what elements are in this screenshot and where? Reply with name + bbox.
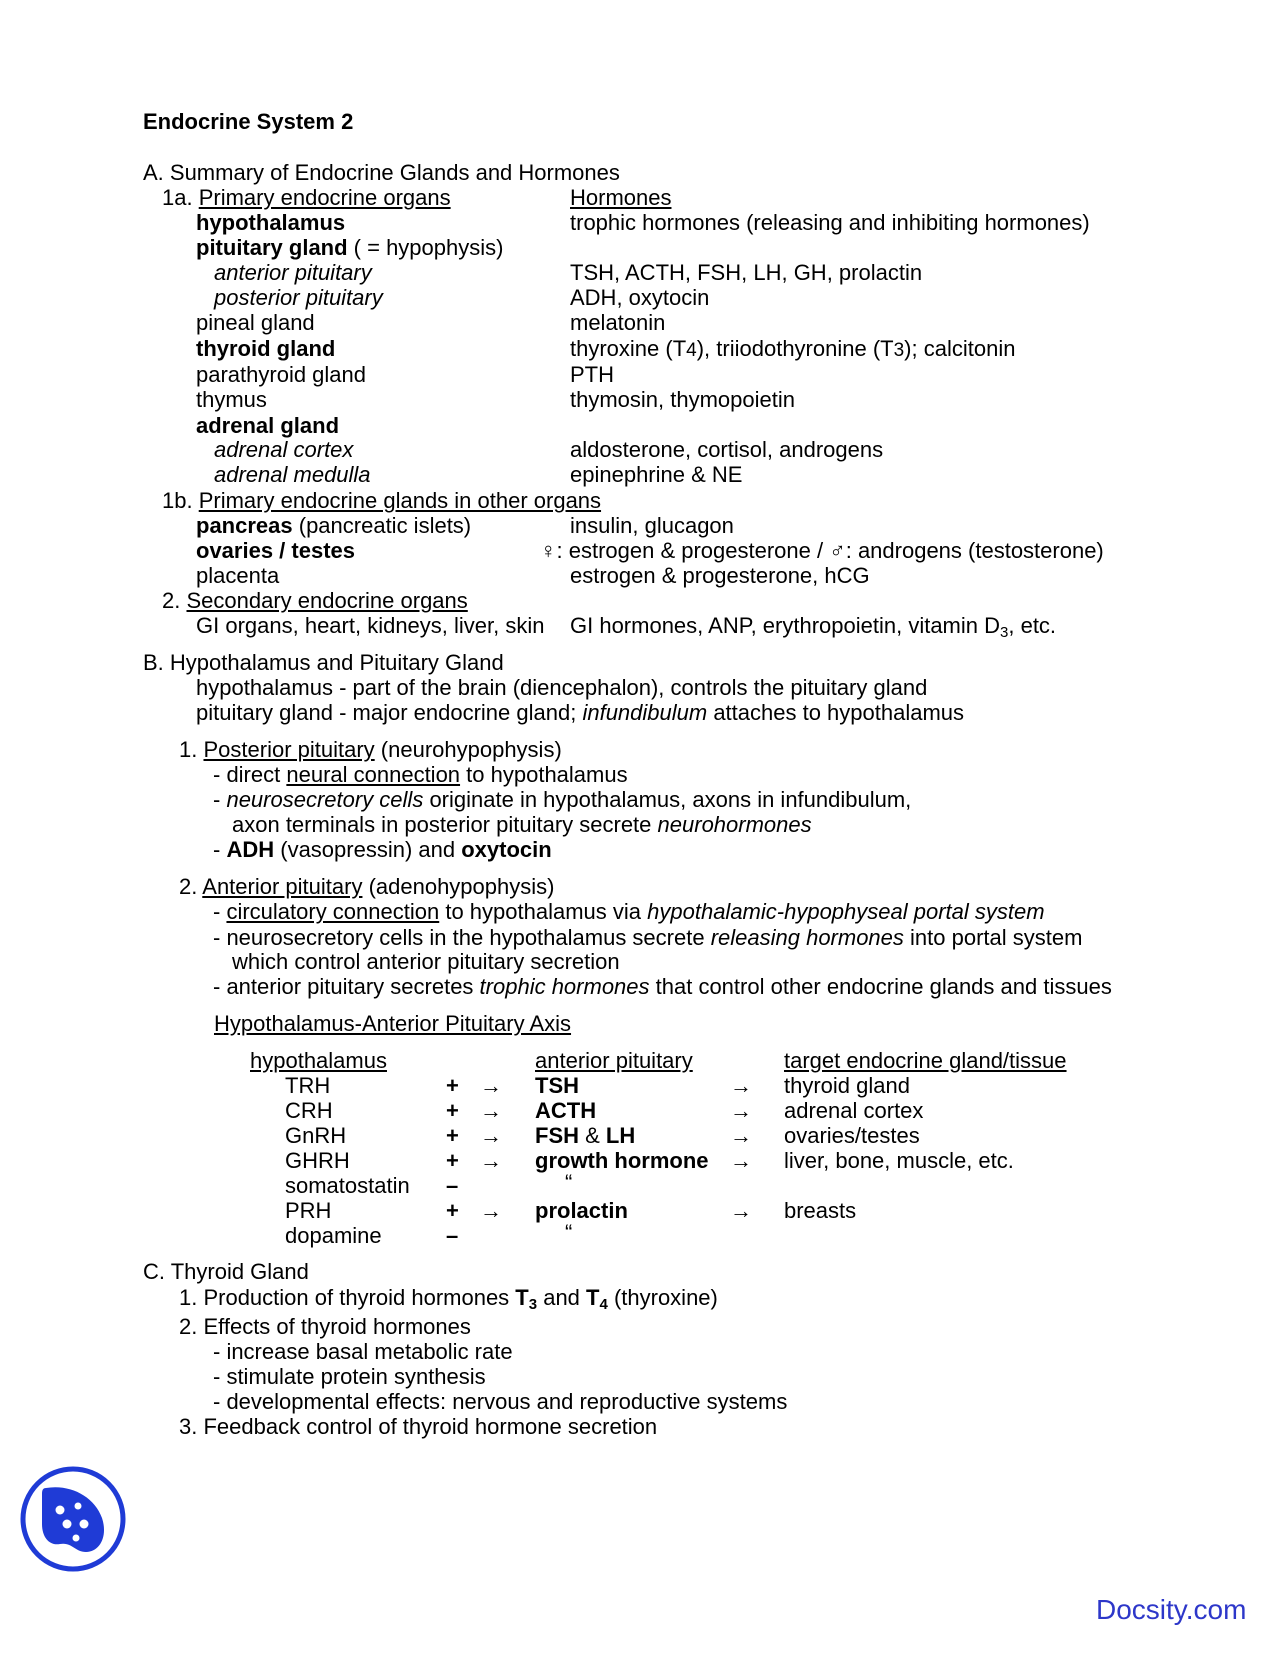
axis-title: Hypothalamus-Anterior Pituitary Axis	[214, 1011, 572, 1036]
axis-arrow: →	[730, 1198, 752, 1223]
p2-bullet-2-cont: which control anterior pituitary secretion	[232, 949, 620, 974]
p1-b4-m: (vasopressin) and	[274, 837, 462, 862]
thyroid-h-s1: 4	[686, 340, 697, 361]
organ-thyroid: thyroid gland	[196, 336, 336, 361]
axis-arrow: →	[730, 1073, 752, 1098]
axis-hyp: somatostatin	[285, 1173, 410, 1198]
hormones-ovaries-testes: ♀: estrogen & progesterone / ♂: androgens (testosterone)	[540, 538, 1104, 563]
p2-extra: (adenohypophysis)	[362, 874, 555, 899]
c-bullet: - stimulate protein synthesis	[213, 1364, 486, 1389]
p2-num: 2.	[179, 874, 198, 899]
axis-target: ovaries/testes	[784, 1123, 920, 1148]
axis-header-target: target endocrine gland/tissue	[784, 1048, 1067, 1073]
hormones-placenta: estrogen & progesterone, hCG	[570, 563, 870, 588]
p1-b1-a: - direct	[213, 762, 287, 787]
b-line2-i: infundibulum	[582, 700, 708, 725]
axis-ant-fsh: FSH	[535, 1123, 579, 1148]
p1-b2-b: originate in hypothalamus, axons in infundibulum,	[423, 787, 912, 812]
sub-1b-label: Primary endocrine glands in other organs	[198, 488, 602, 513]
axis-sign: +	[446, 1073, 459, 1098]
axis-ant-lh: LH	[605, 1123, 636, 1148]
p1-b1-u: neural connection	[286, 762, 461, 787]
organ-parathyroid: parathyroid gland	[196, 362, 367, 387]
axis-hyp: GHRH	[285, 1148, 350, 1173]
section-a-heading: A. Summary of Endocrine Glands and Hormones	[143, 160, 620, 185]
p2-b1-b: to hypothalamus via	[439, 899, 648, 924]
organ-adrenal-medulla: adrenal medulla	[214, 462, 371, 487]
hormones-thyroid	[570, 336, 1015, 364]
p1-b3-i: neurohormones	[657, 812, 812, 837]
axis-ditto: “	[565, 1170, 573, 1195]
c-bullet: - increase basal metabolic rate	[213, 1339, 513, 1364]
p1-b4-oxytocin: oxytocin	[461, 837, 552, 862]
thyroid-h-a: thyroxine (T	[570, 336, 687, 361]
p1-b4-a: -	[213, 837, 227, 862]
axis-arrow: →	[480, 1198, 502, 1223]
thyroid-h-c: ); calcitonin	[904, 336, 1016, 361]
p1-num: 1.	[179, 737, 198, 762]
p1-b2-a: -	[213, 787, 227, 812]
axis-sign: +	[446, 1123, 459, 1148]
c-i1-b: (thyroxine)	[607, 1285, 718, 1310]
axis-arrow: →	[480, 1148, 502, 1173]
axis-hyp: CRH	[285, 1098, 333, 1123]
secondary-h-a: GI hormones, ANP, erythropoietin, vitamin D	[570, 613, 1001, 638]
hormones-anterior-pituitary: TSH, ACTH, FSH, LH, GH, prolactin	[570, 260, 923, 285]
organ-adrenal-cortex: adrenal cortex	[214, 437, 354, 462]
axis-hyp: PRH	[285, 1198, 332, 1223]
axis-ditto: “	[565, 1220, 573, 1245]
axis-sign: –	[446, 1223, 459, 1248]
axis-ant-amp: &	[579, 1123, 606, 1148]
p2-b1-i: hypothalamic-hypophyseal portal system	[647, 899, 1045, 924]
organ-posterior-pituitary: posterior pituitary	[214, 285, 383, 310]
p1-bullet-3	[213, 837, 552, 863]
axis-header-anterior: anterior pituitary	[535, 1048, 693, 1073]
axis-target: breasts	[784, 1198, 857, 1223]
p1-b3-a: axon terminals in posterior pituitary secrete	[232, 812, 658, 837]
organ-placenta: placenta	[196, 563, 280, 588]
organ-secondary: GI organs, heart, kidneys, liver, skin	[196, 613, 545, 638]
organ-pancreas	[196, 513, 471, 539]
axis-hyp: GnRH	[285, 1123, 347, 1148]
sub-1b-num: 1b.	[162, 488, 193, 513]
organ-adrenal: adrenal gland	[196, 413, 340, 438]
sub-1a-num: 1a.	[162, 185, 193, 210]
page-title: Endocrine System 2	[143, 109, 354, 134]
organ-pituitary-extra: ( = hypophysis)	[347, 235, 504, 260]
p2-b1-u: circulatory connection	[226, 899, 440, 924]
c-bullet: - developmental effects: nervous and reproductive systems	[213, 1389, 788, 1414]
axis-target: thyroid gland	[784, 1073, 910, 1098]
p1-b1-b: to hypothalamus	[460, 762, 628, 787]
axis-ant: ACTH	[535, 1098, 597, 1123]
sub-2-num: 2.	[162, 588, 181, 613]
p2-bullet-3	[213, 974, 1112, 1000]
axis-sign: +	[446, 1198, 459, 1223]
hormones-pancreas: insulin, glucagon	[570, 513, 734, 538]
hormones-adrenal-medulla: epinephrine & NE	[570, 462, 743, 487]
axis-ant: TSH	[535, 1073, 579, 1098]
axis-header-hypothalamus: hypothalamus	[250, 1048, 387, 1073]
c-i1-and: and	[537, 1285, 587, 1310]
organ-pituitary-name: pituitary gland	[196, 235, 348, 260]
secondary-h-b: , etc.	[1008, 613, 1057, 638]
axis-sign: –	[446, 1173, 459, 1198]
organ-pancreas-name: pancreas	[196, 513, 293, 538]
axis-target: liver, bone, muscle, etc.	[784, 1148, 1014, 1173]
axis-ant: growth hormone	[535, 1148, 709, 1173]
anterior-pituitary-heading	[179, 874, 554, 900]
docsity-logo-icon	[20, 1466, 126, 1578]
posterior-pituitary-heading	[179, 737, 562, 763]
organ-thymus: thymus	[196, 387, 267, 412]
c-i1-sub3: 3	[528, 1296, 538, 1313]
p2-b1-a: -	[213, 899, 227, 924]
hormones-adrenal-cortex: aldosterone, cortisol, androgens	[570, 437, 884, 462]
p1-extra: (neurohypophysis)	[374, 737, 562, 762]
axis-arrow: →	[480, 1073, 502, 1098]
axis-arrow: →	[480, 1098, 502, 1123]
sub-1a	[162, 185, 451, 211]
sub-2	[162, 588, 468, 614]
axis-ant: prolactin	[535, 1198, 628, 1223]
organ-ovaries-testes: ovaries / testes	[196, 538, 355, 563]
sub-1a-label: Primary endocrine organs	[198, 185, 451, 210]
thyroid-h-b: ), triiodothyronine (T	[696, 336, 894, 361]
p2-b2-a: - neurosecretory cells in the hypothalamus secrete	[213, 925, 711, 950]
sub-1b	[162, 488, 601, 514]
p2-b4-a: - anterior pituitary secretes	[213, 974, 480, 999]
section-c-heading: C. Thyroid Gland	[143, 1259, 309, 1284]
p1-b4-adh: ADH	[226, 837, 275, 862]
b-line2-a: pituitary gland - major endocrine gland;	[196, 700, 583, 725]
hormones-pineal: melatonin	[570, 310, 666, 335]
hormones-header: Hormones	[570, 185, 672, 210]
docsity-brand-link[interactable]: Docsity.com	[1096, 1594, 1247, 1625]
p1-bullet-2-cont	[232, 812, 812, 838]
axis-hyp: dopamine	[285, 1223, 382, 1248]
c-item-1	[179, 1285, 718, 1311]
p2-b2-i: releasing hormones	[710, 925, 904, 950]
p2-b2-b: into portal system	[903, 925, 1083, 950]
c-item-3: 3. Feedback control of thyroid hormone secretion	[179, 1414, 658, 1439]
hormones-hypothalamus: trophic hormones (releasing and inhibiting hormones)	[570, 210, 1090, 235]
p2-b4-i: trophic hormones	[479, 974, 650, 999]
axis-arrow: →	[730, 1148, 752, 1173]
organ-pineal: pineal gland	[196, 310, 315, 335]
axis-target: adrenal cortex	[784, 1098, 924, 1123]
c-item-2: 2. Effects of thyroid hormones	[179, 1314, 471, 1339]
p2-b4-b: that control other endocrine glands and tissues	[649, 974, 1112, 999]
c-i1-t4: T	[586, 1285, 600, 1310]
organ-pituitary	[196, 235, 503, 261]
section-b-line1: hypothalamus - part of the brain (diencephalon), controls the pituitary gland	[196, 675, 928, 700]
axis-arrow: →	[730, 1098, 752, 1123]
organ-anterior-pituitary: anterior pituitary	[214, 260, 372, 285]
axis-sign: +	[446, 1148, 459, 1173]
b-line2-b: attaches to hypothalamus	[707, 700, 965, 725]
organ-pancreas-extra: (pancreatic islets)	[292, 513, 472, 538]
axis-arrow: →	[480, 1123, 502, 1148]
hormones-posterior-pituitary: ADH, oxytocin	[570, 285, 710, 310]
p1-bullet-1	[213, 762, 628, 788]
p2-bullet-2	[213, 925, 1082, 951]
axis-hyp: TRH	[285, 1073, 331, 1098]
sub-2-label: Secondary endocrine organs	[186, 588, 468, 613]
c-i1-t3: T	[515, 1285, 529, 1310]
p1-label: Posterior pituitary	[203, 737, 375, 762]
p1-b2-i: neurosecretory cells	[226, 787, 424, 812]
axis-arrow: →	[730, 1123, 752, 1148]
hormones-thymus: thymosin, thymopoietin	[570, 387, 795, 412]
c-i1-sub4: 4	[599, 1296, 608, 1313]
p2-bullet-1	[213, 899, 1045, 925]
organ-hypothalamus: hypothalamus	[196, 210, 346, 235]
hormones-secondary	[570, 613, 1056, 639]
axis-sign: +	[446, 1098, 459, 1123]
axis-ant	[535, 1123, 635, 1149]
secondary-h-sub: 3	[1000, 624, 1009, 641]
section-b-heading: B. Hypothalamus and Pituitary Gland	[143, 650, 504, 675]
thyroid-h-s2: 3	[893, 340, 905, 361]
p1-bullet-2	[213, 787, 911, 813]
c-i1-a: 1. Production of thyroid hormones	[179, 1285, 516, 1310]
section-b-line2	[196, 700, 964, 726]
p2-label: Anterior pituitary	[202, 874, 363, 899]
hormones-parathyroid: PTH	[570, 362, 614, 387]
